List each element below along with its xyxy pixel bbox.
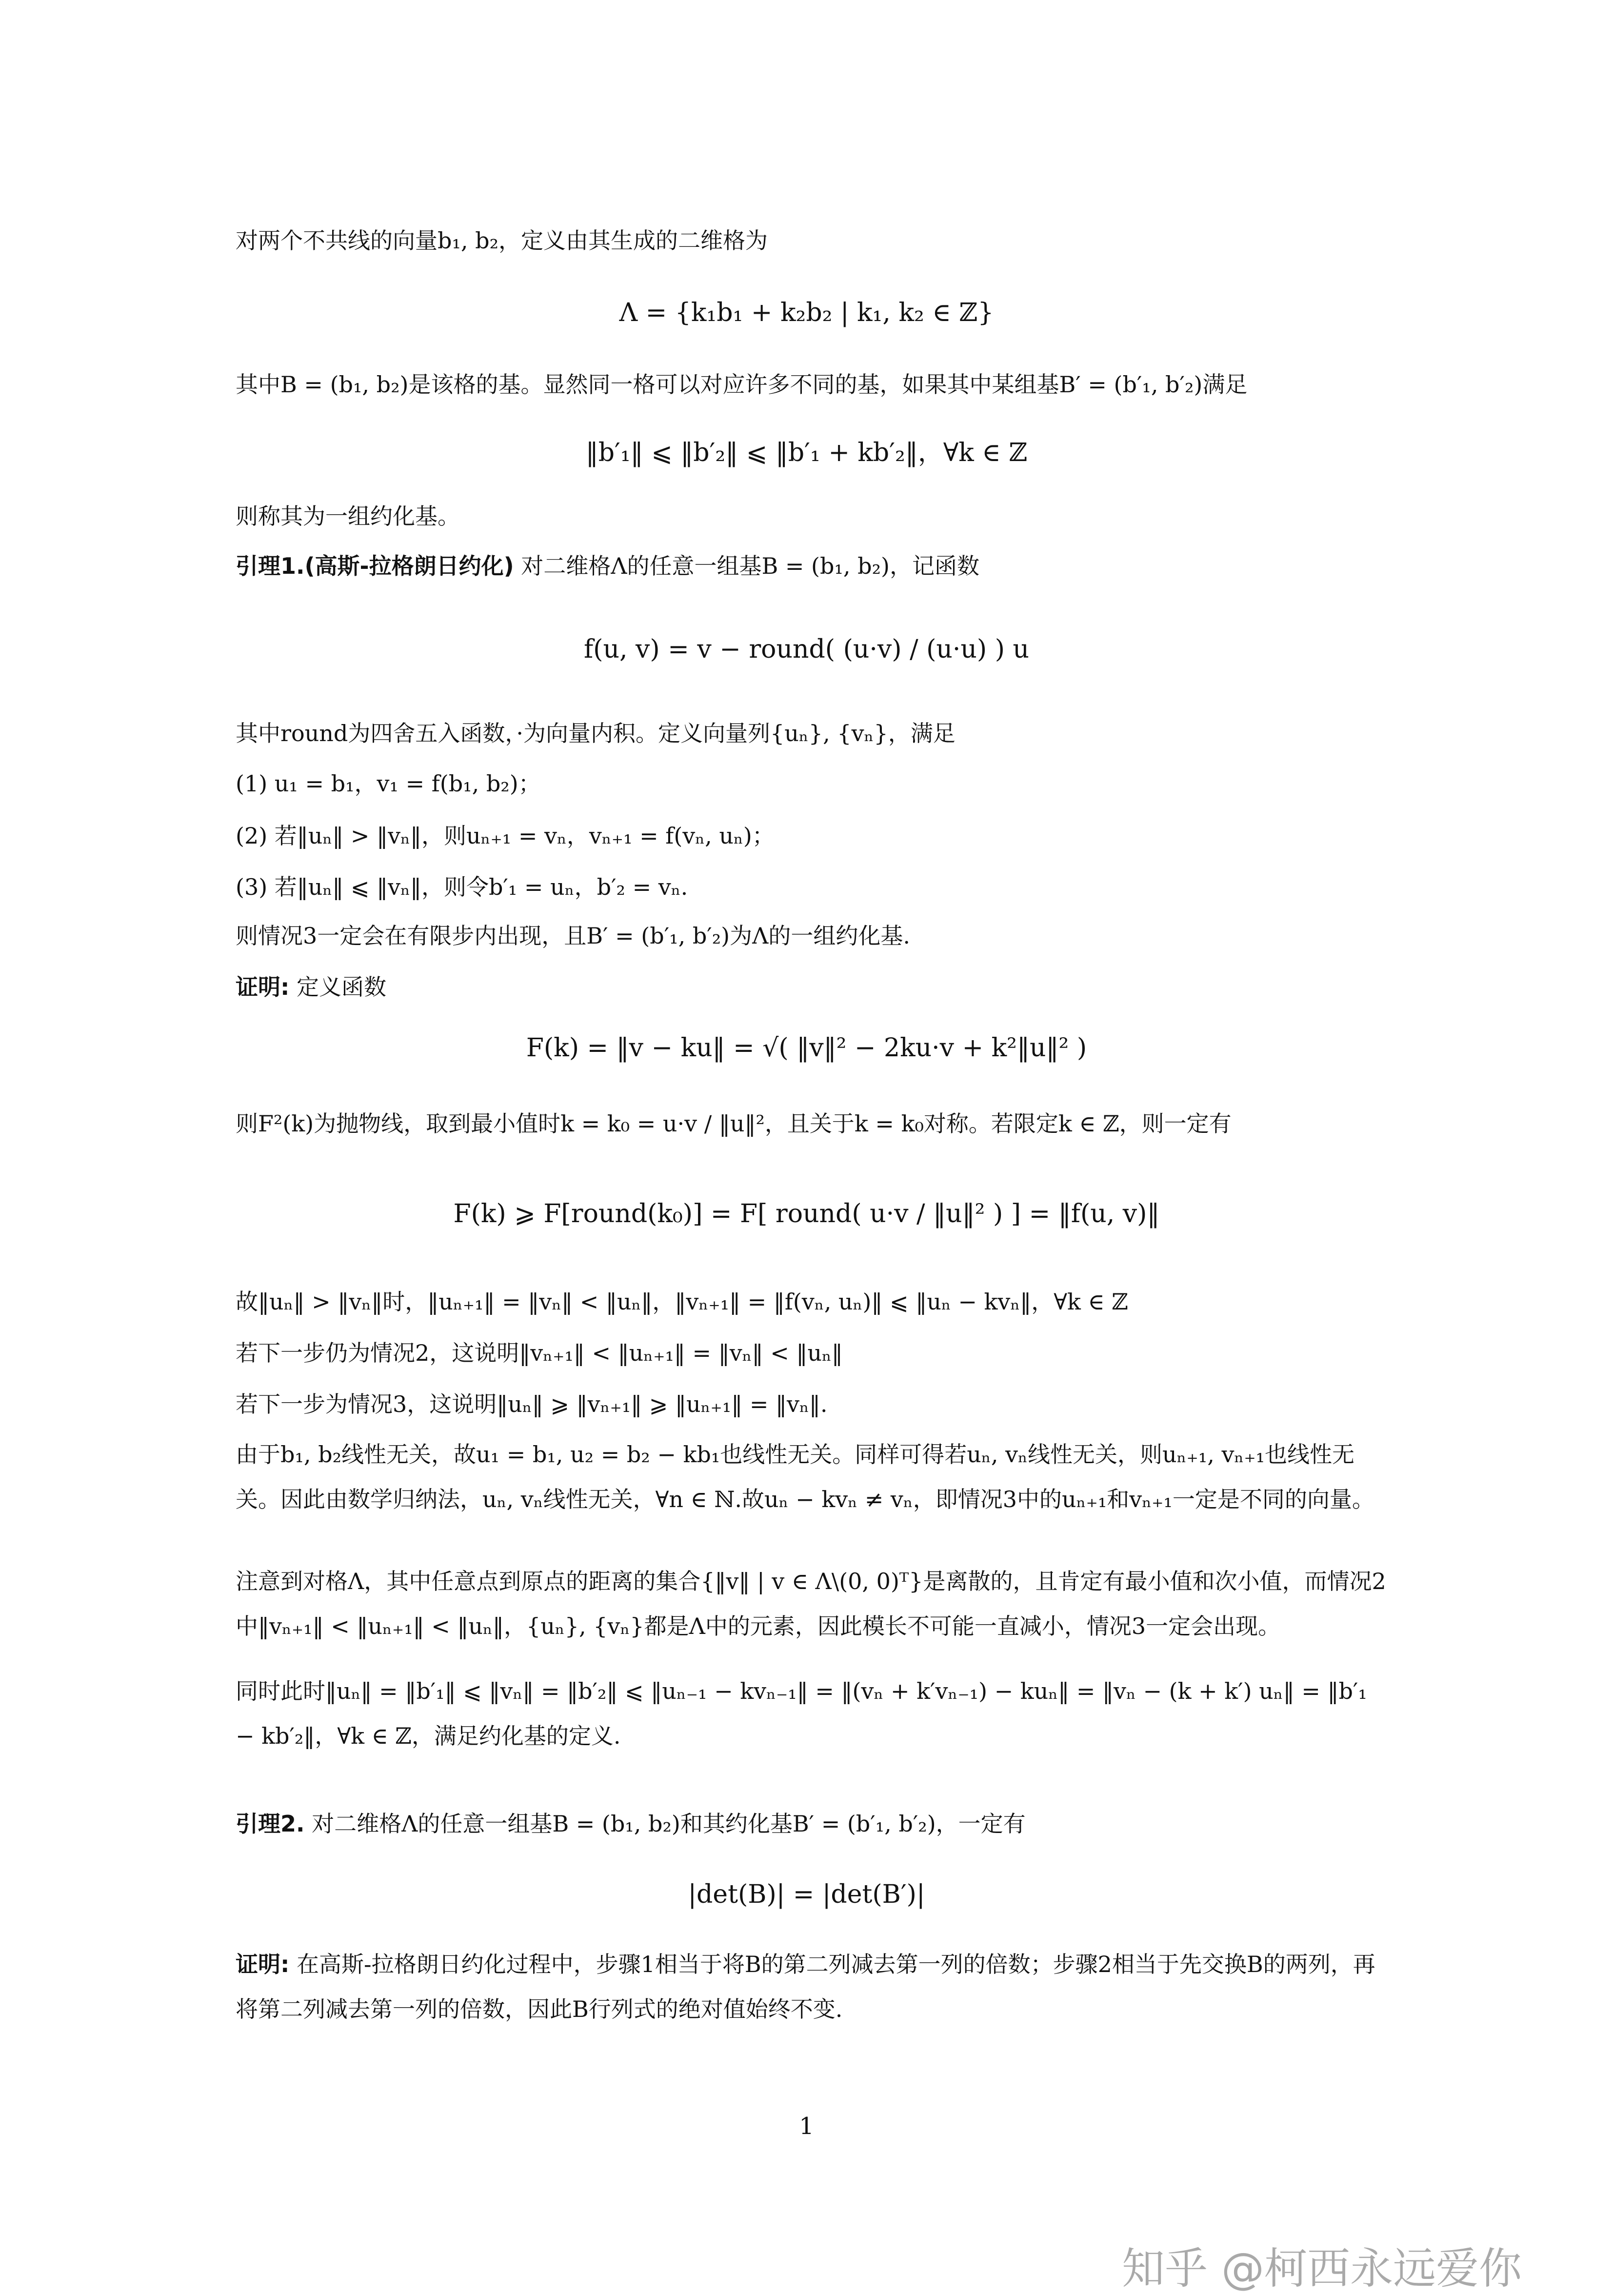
zhihu-watermark: 知乎 @柯西永远爱你 [1122,2243,1522,2294]
step-1: (1) u₁ = b₁，v₁ = f(b₁, b₂)； [236,770,541,797]
proof2-text: 在高斯-拉格朗日约化过程中，步骤1相当于将B的第二列减去第一列的倍数；步骤2相当于先交换B的两列，再将第二列减去第一列的倍数，因此B行列式的绝对值始终不变. [236,1951,1375,2022]
proof2-paragraph [236,1942,1392,2032]
case3-line: 若下一步为情况3，这说明‖uₙ‖ ⩾ ‖vₙ₊₁‖ ⩾ ‖uₙ₊₁‖ = ‖vₙ‖. [236,1391,828,1417]
lemma2-heading: 引理2. [236,1811,305,1837]
round-function-equation: f(u, v) = v − round( (u·v) / (u·u) ) u [583,635,1030,664]
reduced-basis-condition-equation: ‖b′₁‖ ⩽ ‖b′₂‖ ⩽ ‖b′₁ + kb′₂‖，∀k ∈ ℤ [585,438,1028,467]
lemma1-heading: 引理1.(高斯-拉格朗日约化) [236,553,514,579]
proof2-heading: 证明: [236,1951,290,1977]
intro-paragraph: 对两个不共线的向量b₁, b₂，定义由其生成的二维格为 [236,227,768,254]
lemma1-paragraph [236,543,1392,589]
lattice-definition-equation: Λ = {k₁b₁ + k₂b₂ | k₁, k₂ ∈ ℤ} [619,298,994,327]
F-function-equation: F(k) = ‖v − ku‖ = √( ‖v‖² − 2ku·v + k²‖u‖² ) [526,1033,1087,1063]
linear-independence-paragraph: 由于b₁, b₂线性无关，故u₁ = b₁, u₂ = b₂ − kb₁也线性无关。同样可得若uₙ, vₙ线性无关，则uₙ₊₁, vₙ₊₁也线性无关。因此由数学归纳法，uₙ, vₙ线性无关，∀n ∈ ℕ.故uₙ − kvₙ ≠ vₙ，即情况3中的uₙ₊₁和vₙ₊₁一定是不同的向量。 [236,1441,1374,1512]
lemma1-text: 对二维格Λ的任意一组基B = (b₁, b₂)，记函数 [514,553,979,579]
determinant-equation: |det(B)| = |det(B′)| [688,1880,925,1909]
round-description: 其中round为四舍五入函数，·为向量内积。定义向量列{uₙ}, {vₙ}，满足 [236,720,956,746]
basis-paragraph: 其中B = (b₁, b₂)是该格的基。显然同一格可以对应许多不同的基，如果其中某组基B′ = (b′₁, b′₂)满足 [236,371,1248,398]
proof1-paragraph [236,964,1392,1010]
case2-line: 若下一步仍为情况2，这说明‖vₙ₊₁‖ < ‖uₙ₊₁‖ = ‖vₙ‖ < ‖uₙ‖ [236,1340,843,1366]
reduced-basis-definition: 则称其为一组约化基。 [236,503,460,529]
page-number: 1 [799,2113,814,2140]
norm-comparison-line: 故‖uₙ‖ > ‖vₙ‖时，‖uₙ₊₁‖ = ‖vₙ‖ < ‖uₙ‖，‖vₙ₊₁‖ = ‖f(vₙ, uₙ)‖ ⩽ ‖uₙ − kvₙ‖，∀k ∈ ℤ [236,1289,1128,1315]
lemma2-text: 对二维格Λ的任意一组基B = (b₁, b₂)和其约化基B′ = (b′₁, b′₂)，一定有 [304,1811,1026,1837]
step-2: (2) 若‖uₙ‖ > ‖vₙ‖，则uₙ₊₁ = vₙ，vₙ₊₁ = f(vₙ, uₙ)； [236,823,775,849]
final-equality-paragraph: 同时此时‖uₙ‖ = ‖b′₁‖ ⩽ ‖vₙ‖ = ‖b′₂‖ ⩽ ‖uₙ₋₁ − kvₙ₋₁‖ = ‖(vₙ + k′vₙ₋₁) − kuₙ‖ = ‖vₙ − (k + k′) uₙ‖ = ‖b′₁ − kb′₂‖，∀k ∈ ℤ，满足约化基的定义. [236,1678,1367,1749]
proof1-text: 定义函数 [289,974,387,1000]
F-inequality-equation: F(k) ⩾ F[round(k₀)] = F[ round( u·v / ‖u‖² ) ] = ‖f(u, v)‖ [453,1199,1160,1229]
parabola-paragraph: 则F²(k)为抛物线，取到最小值时k = k₀ = u·v / ‖u‖²，且关于k = k₀对称。若限定k ∈ ℤ，则一定有 [236,1110,1232,1137]
step-3: (3) 若‖uₙ‖ ⩽ ‖vₙ‖，则令b′₁ = uₙ，b′₂ = vₙ. [236,874,688,900]
lemma2-paragraph [236,1800,1392,1847]
lemma1-conclusion: 则情况3一定会在有限步内出现，且B′ = (b′₁, b′₂)为Λ的一组约化基. [236,923,910,949]
discreteness-paragraph: 注意到对格Λ，其中任意点到原点的距离的集合{‖v‖ | v ∈ Λ\(0, 0)ᵀ}是离散的，且肯定有最小值和次小值，而情况2中‖vₙ₊₁‖ < ‖uₙ₊₁‖ < ‖uₙ‖，{uₙ}, {vₙ}都是Λ中的元素，因此模长不可能一直减小，情况3一定会出现。 [236,1568,1386,1639]
proof1-heading: 证明: [236,974,290,1000]
